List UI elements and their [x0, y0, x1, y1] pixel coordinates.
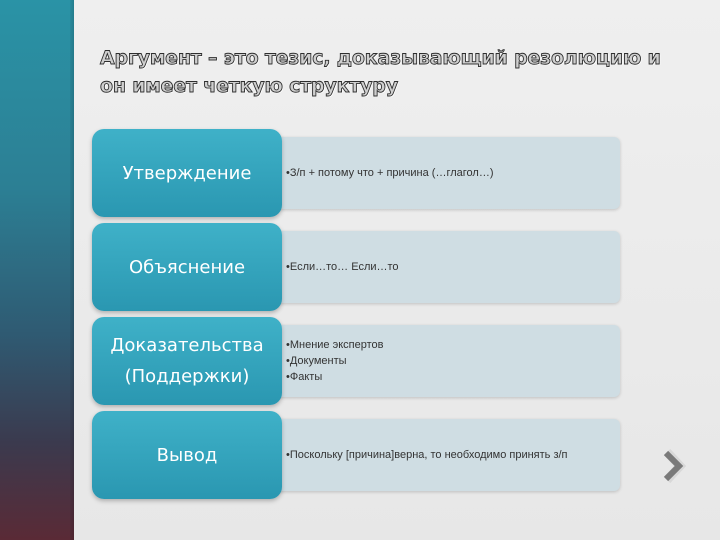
row-label-box	[92, 129, 282, 217]
decorative-side-bar	[0, 0, 74, 540]
bullet-item: • Поскольку [причина]верна, то необходимо принять з/п	[286, 447, 616, 463]
structure-row-statement	[92, 129, 624, 217]
row-label-text: Доказательства	[110, 335, 264, 356]
bullet-item: • Мнение экспертов	[286, 337, 616, 353]
chevron-right-icon[interactable]	[660, 448, 688, 484]
slide-title-line-1: Аргумент – это тезис, доказывающий резолюцию и	[100, 47, 661, 69]
row-label-text: Утверждение	[122, 162, 252, 184]
row-label-text: (Поддержки)	[124, 366, 250, 387]
row-label-text: Объяснение	[128, 256, 246, 278]
structure-row-evidence	[92, 317, 624, 405]
bullet-item: • Если…то… Если…то	[286, 259, 616, 275]
bullet-item: • Факты	[286, 369, 616, 385]
row-label-box	[92, 317, 282, 405]
row-bullet-list	[286, 325, 616, 397]
row-label-box	[92, 411, 282, 499]
bullet-item: • З/п + потому что + причина (…глагол…)	[286, 165, 616, 181]
slide-title-line-2: он имеет четкую структуру	[100, 75, 398, 97]
row-label-box	[92, 223, 282, 311]
bullet-item: • Документы	[286, 353, 616, 369]
slide-title	[100, 44, 660, 100]
row-label-text: Вывод	[156, 444, 218, 466]
row-bullet-list	[286, 137, 616, 209]
structure-row-conclusion	[92, 411, 624, 499]
row-bullet-list	[286, 231, 616, 303]
row-bullet-list	[286, 419, 616, 491]
structure-row-explanation	[92, 223, 624, 311]
